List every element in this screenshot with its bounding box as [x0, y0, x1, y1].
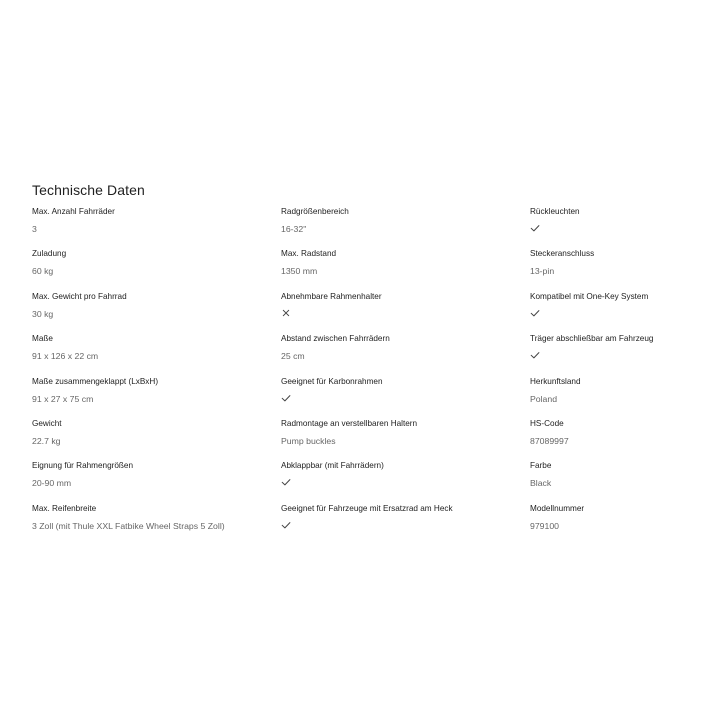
spec-value: 22.7 kg: [32, 435, 61, 446]
spec-item: [281, 504, 530, 546]
spec-label: Maße zusammengeklappt (LxBxH): [32, 376, 159, 386]
spec-label: HS-Code: [530, 418, 564, 428]
spec-label: Eignung für Rahmengrößen: [32, 461, 134, 471]
spec-label: Träger abschließbar am Fahrzeug: [530, 334, 654, 344]
spec-item: [281, 419, 530, 461]
spec-item: [281, 334, 530, 376]
spec-item: [32, 249, 281, 291]
spec-label: Max. Radstand: [281, 249, 337, 259]
check-icon: [530, 350, 540, 360]
spec-label: Zuladung: [32, 249, 67, 259]
spec-item: [530, 292, 692, 334]
spec-item: [32, 207, 281, 249]
spec-item: [530, 334, 692, 376]
cross-icon: [281, 308, 291, 318]
spec-label: Max. Gewicht pro Fahrrad: [32, 291, 127, 301]
spec-item: [32, 334, 281, 376]
spec-label: Geeignet für Fahrzeuge mit Ersatzrad am Heck: [281, 503, 453, 513]
spec-label: Modellnummer: [530, 503, 585, 513]
spec-label: Max. Reifenbreite: [32, 503, 97, 513]
spec-value: 91 x 27 x 75 cm: [32, 393, 94, 404]
spec-value: Black: [530, 478, 552, 489]
spec-item: [281, 207, 530, 249]
spec-item: [530, 249, 692, 291]
spec-item: [530, 504, 692, 546]
spec-value: 13-pin: [530, 266, 555, 277]
spec-label: Geeignet für Karbonrahmen: [281, 376, 383, 386]
spec-label: Maße: [32, 334, 53, 344]
spec-item: [530, 461, 692, 503]
spec-value: 3 Zoll (mit Thule XXL Fatbike Wheel Straps 5 Zoll): [32, 520, 225, 531]
spec-value: 87089997: [530, 435, 569, 446]
spec-value: 60 kg: [32, 266, 54, 277]
spec-item: [281, 377, 530, 419]
spec-label: Abstand zwischen Fahrrädern: [281, 334, 390, 344]
spec-item: [530, 207, 692, 249]
spec-label: Herkunftsland: [530, 376, 581, 386]
spec-item: [32, 292, 281, 334]
spec-value: 16-32": [281, 224, 307, 234]
spec-value: 979100: [530, 520, 559, 531]
check-icon: [281, 477, 291, 487]
spec-value: 20-90 mm: [32, 478, 72, 489]
spec-label: Radgrößenbereich: [281, 207, 349, 216]
check-icon: [281, 393, 291, 403]
section-title: Technische Daten: [32, 182, 145, 198]
spec-item: [530, 419, 692, 461]
spec-item: [281, 461, 530, 503]
spec-value: Pump buckles: [281, 435, 336, 446]
spec-item: [281, 249, 530, 291]
spec-label: Steckeranschluss: [530, 249, 595, 259]
spec-value: 91 x 126 x 22 cm: [32, 351, 99, 362]
check-icon: [281, 520, 291, 530]
spec-value: Poland: [530, 393, 558, 404]
check-icon: [530, 308, 540, 318]
spec-label: Rückleuchten: [530, 207, 580, 216]
spec-item: [530, 377, 692, 419]
spec-label: Abklappbar (mit Fahrrädern): [281, 461, 384, 471]
spec-value: 30 kg: [32, 308, 54, 319]
spec-item: [32, 461, 281, 503]
spec-label: Max. Anzahl Fahrräder: [32, 207, 115, 216]
spec-value: 3: [32, 224, 37, 234]
spec-label: Abnehmbare Rahmenhalter: [281, 291, 382, 301]
technical-specs-section: [32, 182, 692, 546]
spec-label: Radmontage an verstellbaren Haltern: [281, 418, 418, 428]
spec-value: 1350 mm: [281, 266, 318, 277]
spec-label: Gewicht: [32, 418, 62, 428]
spec-item: [32, 377, 281, 419]
spec-label: Farbe: [530, 461, 552, 471]
specs-grid: [32, 207, 692, 546]
spec-value: 25 cm: [281, 351, 305, 362]
spec-label: Kompatibel mit One-Key System: [530, 291, 649, 301]
spec-item: [32, 504, 281, 546]
spec-item: [32, 419, 281, 461]
check-icon: [530, 223, 540, 233]
spec-item: [281, 292, 530, 334]
